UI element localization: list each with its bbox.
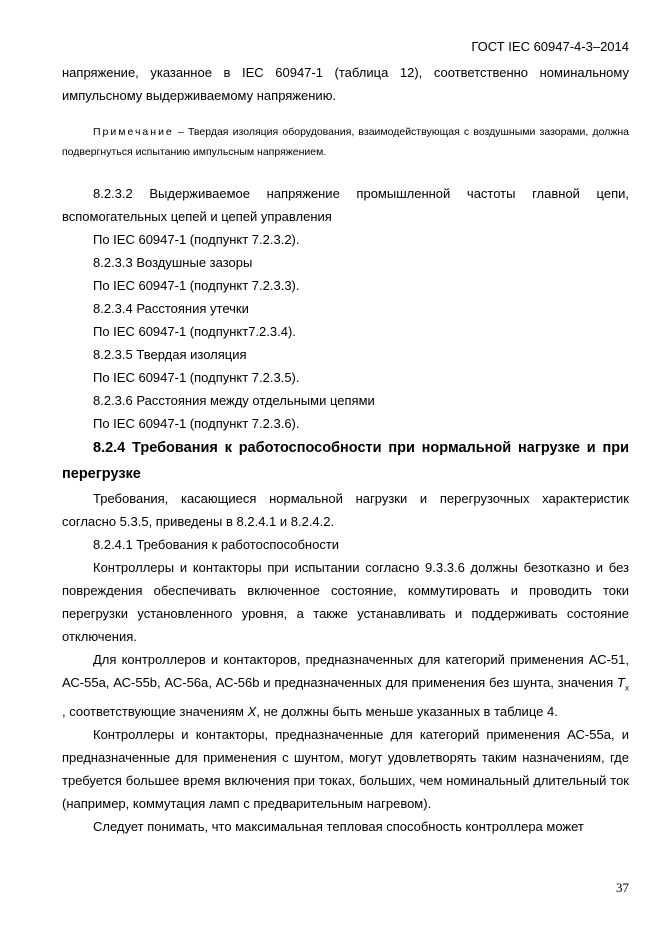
text-run: , не должны быть меньше указанных в таблице 4. xyxy=(256,703,558,719)
paragraph xyxy=(62,648,629,723)
paragraph: По IEC 60947-1 (подпункт7.2.3.4). xyxy=(93,324,296,339)
symbol-x: X xyxy=(247,703,257,719)
text-run: Для контроллеров и контакторов, предназначенных для категорий применения АС-51, АС-55а, АС-55b, АС-56а, АС-56b и предназначенных для применения без шунта, значения xyxy=(62,652,629,690)
note-text: – Твердая изоляция оборудования, взаимодействующая с воздушными зазорами, должна подвергнуться испытанию импульсным напряжением. xyxy=(62,126,629,158)
clause-8-2-3-5: 8.2.3.5 Твердая изоляция xyxy=(93,347,247,362)
paragraph: Следует понимать, что максимальная тепловая способность контроллера может xyxy=(93,818,584,834)
paragraph: Контроллеры и контакторы, предназначенные для категорий применения АС-55а, и предназначенные для применения с шунтом, могут удовлетворять таким назначениям, где требуется большее время включения при токах, больших, чем номинальный длительный ток (например, коммутация ламп с предварительным нагревом). xyxy=(62,726,629,811)
text-run: , соответствующие значениям xyxy=(62,703,248,719)
clause-8-2-3-3: 8.2.3.3 Воздушные зазоры xyxy=(93,255,253,270)
document-code: ГОСТ IEC 60947-4-3–2014 xyxy=(471,39,629,54)
symbol-t: T xyxy=(617,675,625,690)
clause-8-2-3-4: 8.2.3.4 Расстояния утечки xyxy=(93,301,249,316)
paragraph: Требования, касающиеся нормальной нагрузки и перегрузочных характеристик согласно 5.3.5, приведены в 8.2.4.1 и 8.2.4.2. xyxy=(62,491,629,529)
paragraph: По IEC 60947-1 (подпункт 7.2.3.6). xyxy=(93,416,300,431)
paragraph: Контроллеры и контакторы при испытании согласно 9.3.3.6 должны безотказно и без повреждения обеспечивать включенное состояние, коммутировать и проводить токи перегрузки установленного уровня, а также устанавливать и поддерживать состояние отключения. xyxy=(62,560,629,644)
note xyxy=(62,122,629,162)
paragraph: По IEC 60947-1 (подпункт 7.2.3.3). xyxy=(93,278,300,293)
clause-8-2-3-2: 8.2.3.2 Выдерживаемое напряжение промышленной частоты главной цепи, вспомогательных цепей и цепей управления xyxy=(62,186,629,224)
paragraph: По IEC 60947-1 (подпункт 7.2.3.5). xyxy=(93,370,300,385)
paragraph: По IEC 60947-1 (подпункт 7.2.3.2). xyxy=(93,232,300,247)
page-content xyxy=(62,61,629,838)
symbol-t-subscript: x xyxy=(625,683,629,693)
clause-8-2-4-1: 8.2.4.1 Требования к работоспособности xyxy=(93,537,340,552)
section-heading: 8.2.4 Требования к работоспособности при нормальной нагрузке и при перегрузке xyxy=(62,440,629,482)
clause-8-2-3-6: 8.2.3.6 Расстояния между отдельными цепями xyxy=(93,393,375,408)
paragraph: напряжение, указанное в IEC 60947-1 (таблица 12), соответственно номинальному импульсному выдерживаемому напряжению. xyxy=(62,65,629,103)
note-label: Примечание xyxy=(93,126,174,138)
page-number: 37 xyxy=(616,880,629,895)
